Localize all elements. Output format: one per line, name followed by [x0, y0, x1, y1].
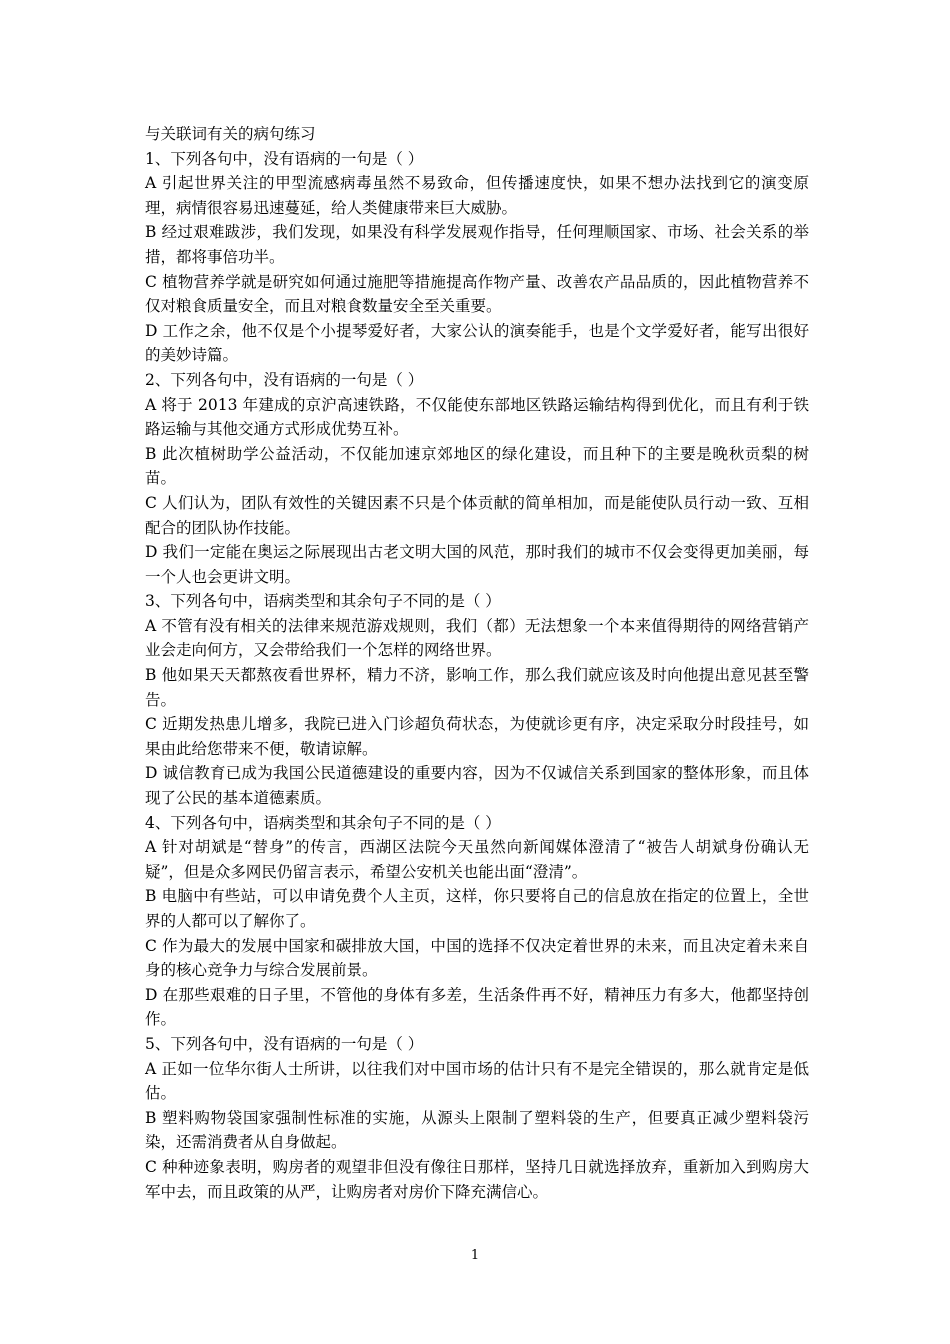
option-c: C 人们认为，团队有效性的关键因素不只是个体贡献的简单相加，而是能使队员行动一致、互相配合的团队协作技能。	[145, 493, 809, 537]
option-a: A 不管有没有相关的法律来规范游戏规则，我们（都）无法想象一个本来值得期待的网络营销产业会走向何方，又会带给我们一个怎样的网络世界。	[145, 616, 809, 660]
option-a: A 将于 2013 年建成的京沪高速铁路，不仅能使东部地区铁路运输结构得到优化，而且有利于铁路运输与其他交通方式形成优势互补。	[145, 395, 809, 439]
option-d: D 工作之余，他不仅是个小提琴爱好者，大家公认的演奏能手，也是个文学爱好者，能写出很好的美妙诗篇。	[145, 321, 809, 365]
option-d: D 我们一定能在奥运之际展现出古老文明大国的风范，那时我们的城市不仅会变得更加美丽，每一个人也会更讲文明。	[145, 543, 809, 586]
document-body	[145, 122, 809, 1204]
option-a: A 针对胡斌是“替身”的传言，西湖区法院今天虽然向新闻媒体澄清了“被告人胡斌身份确认无疑”，但是众多网民仍留言表示，希望公安机关也能出面“澄清”。	[145, 838, 809, 881]
question-stem: 3、下列各句中，语病类型和其余句子不同的是（ ）	[145, 592, 501, 611]
option-b: B 此次植树助学公益活动，不仅能加速京郊地区的绿化建设，而且种下的主要是晚秋贡梨的树苗。	[145, 444, 809, 488]
option-c: C 种种迹象表明，购房者的观望非但没有像往日那样，坚持几日就选择放弃，重新加入到购房大军中去，而且政策的从严，让购房者对房价下降充满信心。	[145, 1157, 809, 1201]
option-a: A 正如一位华尔街人士所讲，以往我们对中国市场的估计只有不是完全错误的，那么就肯定是低估。	[145, 1059, 809, 1103]
option-a: A 引起世界关注的甲型流感病毒虽然不易致命，但传播速度快，如果不想办法找到它的演变原理，病情很容易迅速蔓延，给人类健康带来巨大威胁。	[145, 174, 809, 217]
option-d: D 在那些艰难的日子里，不管他的身体有多差，生活条件再不好，精神压力有多大，他都坚持创作。	[145, 985, 809, 1029]
question-stem: 1、下列各句中，没有语病的一句是（ ）	[145, 149, 424, 168]
option-c: C 作为最大的发展中国家和碳排放大国，中国的选择不仅决定着世界的未来，而且决定着未来自身的核心竞争力与综合发展前景。	[145, 936, 809, 980]
option-b: B 电脑中有些站，可以申请免费个人主页，这样，你只要将自己的信息放在指定的位置上，全世界的人都可以了解你了。	[145, 887, 809, 930]
question-stem: 4、下列各句中，语病类型和其余句子不同的是（ ）	[145, 813, 501, 832]
option-b: B 他如果天天都熬夜看世界杯，精力不济，影响工作，那么我们就应该及时向他提出意见甚至警告。	[145, 666, 809, 709]
page-title: 与关联词有关的病句练习	[145, 125, 316, 143]
option-b: B 经过艰难跋涉，我们发现，如果没有科学发展观作指导，任何理顺国家、市场、社会关系的举措，都将事倍功半。	[145, 223, 809, 266]
option-c: C 近期发热患儿增多，我院已进入门诊超负荷状态，为使就诊更有序，决定采取分时段挂号，如果由此给您带来不便，敬请谅解。	[145, 715, 809, 758]
option-d: D 诚信教育已成为我国公民道德建设的重要内容，因为不仅诚信关系到国家的整体形象，而且体现了公民的基本道德素质。	[145, 764, 809, 808]
page-number: 1	[470, 1248, 480, 1263]
question-stem: 5、下列各句中，没有语病的一句是（ ）	[145, 1034, 424, 1053]
option-c: C 植物营养学就是研究如何通过施肥等措施提高作物产量、改善农产品品质的，因此植物营养不仅对粮食质量安全，而且对粮食数量安全至关重要。	[145, 272, 809, 316]
question-stem: 2、下列各句中，没有语病的一句是（ ）	[145, 370, 424, 389]
option-b: B 塑料购物袋国家强制性标准的实施，从源头上限制了塑料袋的生产，但要真正减少塑料袋污染，还需消费者从自身做起。	[145, 1108, 809, 1152]
